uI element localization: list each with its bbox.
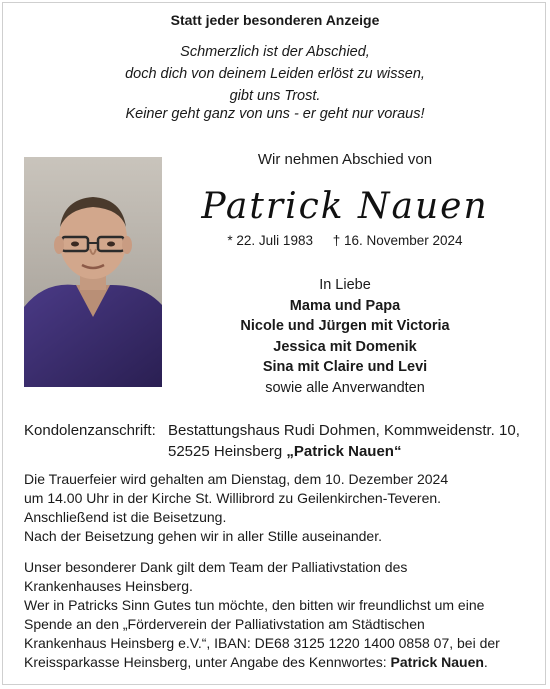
mourner-name: Jessica mit Domenik [273, 338, 417, 355]
mourners-list [200, 275, 490, 398]
birth-date: * 22. Juli 1983 [227, 233, 313, 248]
poem-line: doch dich von deinem Leiden erlöst zu wissen, [125, 66, 425, 82]
poem-line: gibt uns Trost. [229, 88, 321, 104]
thanks-keyword: Patrick Nauen [390, 654, 484, 670]
intro-text: Wir nehmen Abschied von [257, 151, 433, 168]
thanks-line: Spende an den „Förderverein der Palliativstation am Städtischen [24, 616, 425, 632]
notice-heading: Statt jeder besonderen Anzeige [170, 12, 380, 28]
portrait-illustration [24, 157, 162, 387]
thanks-last-prefix: Kreissparkasse Heinsberg, unter Angabe des Kennwortes: [24, 654, 391, 670]
thanks-line: Wer in Patricks Sinn Gutes tun möchte, den bitten wir freundlichst um eine [24, 597, 485, 613]
mourner-name: Sina mit Claire und Levi [262, 359, 428, 375]
mourner-name: Nicole und Jürgen mit Victoria [240, 318, 450, 334]
life-dates [200, 233, 490, 248]
mourners-closing: sowie alle Anverwandten [265, 379, 425, 396]
condolence-city: 52525 Heinsberg [168, 443, 287, 460]
condolence-address [24, 420, 544, 462]
funeral-paragraph [24, 470, 544, 546]
poem [0, 41, 550, 107]
condolence-label: Kondolenzanschrift: [24, 422, 156, 439]
farewell-quote: Keiner geht ganz von uns - er geht nur voraus! [125, 106, 425, 122]
thanks-last-suffix: . [483, 654, 488, 670]
condolence-line-1: Bestattungshaus Rudi Dohmen, Kommweidenstr. 10, [168, 422, 520, 439]
poem-line: Schmerzlich ist der Abschied, [180, 44, 370, 60]
portrait-photo [24, 157, 162, 387]
deceased-name: Patrick Nauen [201, 186, 489, 227]
mourner-name: Mama und Papa [289, 297, 401, 314]
funeral-line: um 14.00 Uhr in der Kirche St. Willibrord zu Geilenkirchen-Teveren. [24, 490, 442, 506]
thanks-line: Unser besonderer Dank gilt dem Team der Palliativstation des [24, 559, 408, 575]
thanks-paragraph [24, 558, 544, 672]
thanks-line: Krankenhauses Heinsberg. [24, 578, 193, 594]
mourners-opening: In Liebe [319, 277, 371, 293]
condolence-keyword: „Patrick Nauen“ [286, 443, 402, 460]
funeral-line: Nach der Beisetzung gehen wir in aller Stille auseinander. [24, 528, 382, 544]
death-date: † 16. November 2024 [332, 233, 463, 248]
funeral-line: Anschließend ist die Beisetzung. [24, 509, 227, 525]
funeral-line: Die Trauerfeier wird gehalten am Dienstag, dem 10. Dezember 2024 [24, 471, 449, 487]
thanks-line: Krankenhaus Heinsberg e.V.“, IBAN: DE68 3125 1220 1400 0858 07, bei der [24, 635, 500, 651]
thanks-line-last [24, 653, 544, 672]
